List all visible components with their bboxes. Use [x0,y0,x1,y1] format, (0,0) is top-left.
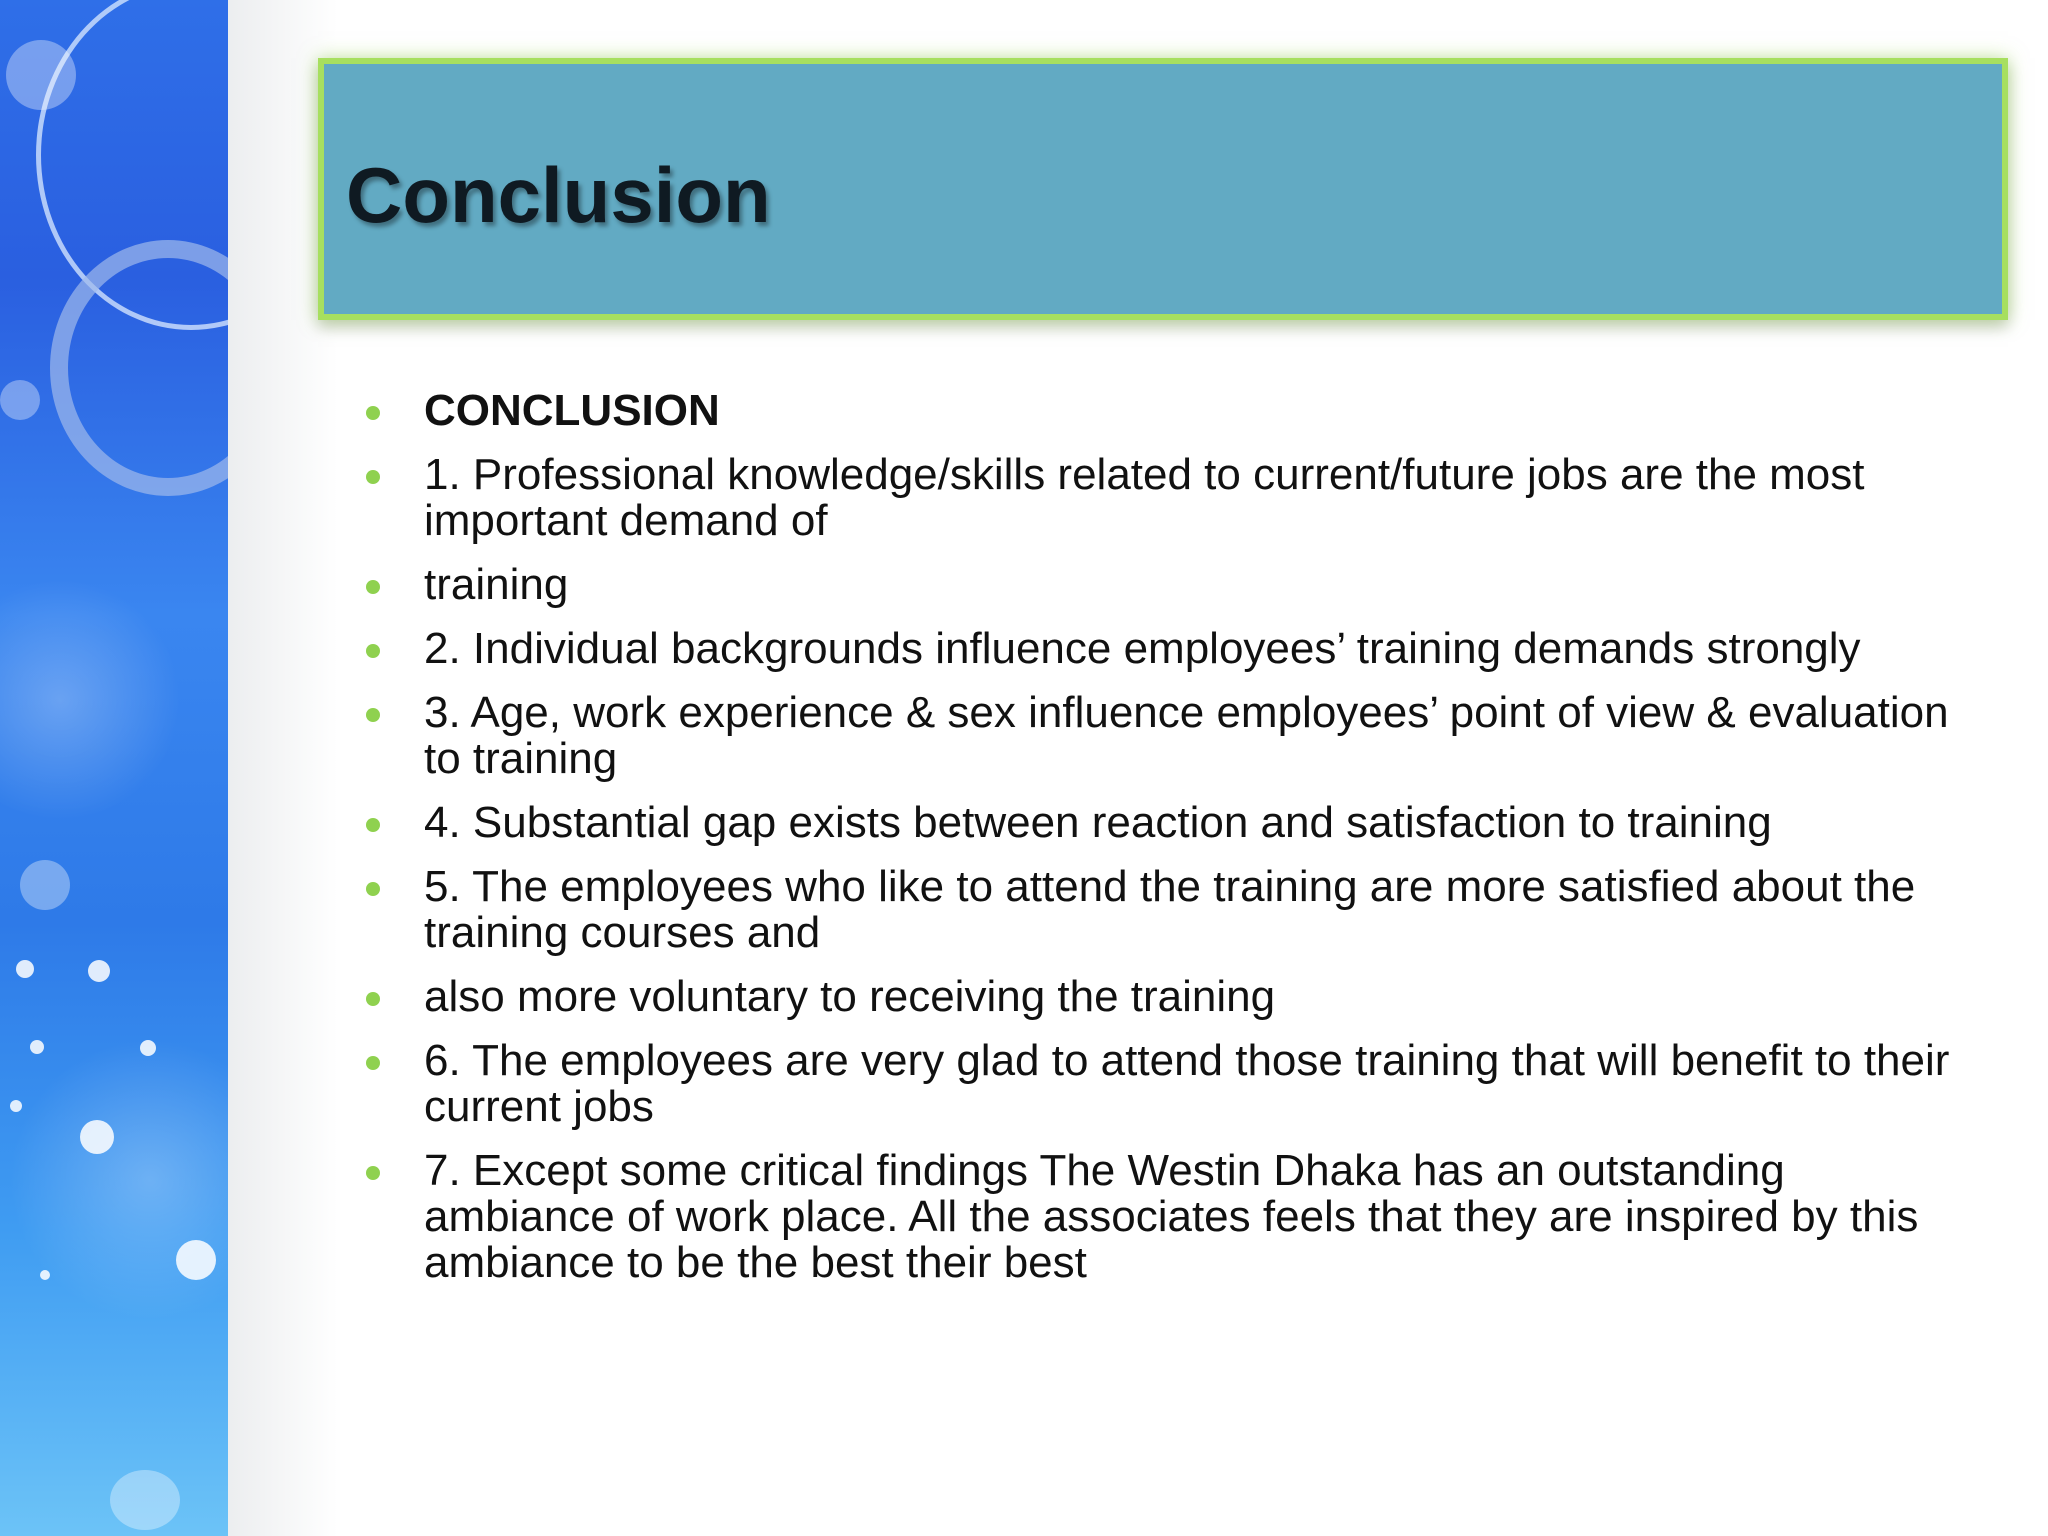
bullet-text: 7. Except some critical findings The Westin Dhaka has an outstanding ambiance of work place. All the associates feels that they are inspired by this ambiance to be the best their best [424,1146,1919,1287]
bullet-dot-icon [366,644,380,658]
decorative-bubble [40,1270,50,1280]
decorative-side-strip [0,0,228,1536]
bullet-dot-icon [366,708,380,722]
decorative-bubble [140,1040,156,1056]
decorative-bubble [20,860,70,910]
decorative-bubble [110,1470,180,1530]
decorative-bubble [88,960,110,982]
bullet-item [360,1038,1960,1130]
bullet-item [360,626,1960,672]
decorative-bubble [80,1120,114,1154]
decorative-bubble [10,1100,22,1112]
decorative-ring-small [50,240,228,496]
bullet-text: also more voluntary to receiving the training [424,972,1276,1021]
decorative-bubble [16,960,34,978]
bullet-item [360,690,1960,782]
bullet-item [360,388,1960,434]
bullet-dot-icon [366,1056,380,1070]
bullet-item [360,800,1960,846]
bullet-text: CONCLUSION [424,386,720,435]
bullet-text: 6. The employees are very glad to attend those training that will benefit to their current jobs [424,1036,1950,1131]
bullet-text: 4. Substantial gap exists between reaction and satisfaction to training [424,798,1772,847]
bullet-dot-icon [366,1166,380,1180]
bullet-text: 2. Individual backgrounds influence employees’ training demands strongly [424,624,1861,673]
bullet-dot-icon [366,406,380,420]
bullet-text: training [424,560,569,609]
bullet-item [360,562,1960,608]
slide-title: Conclusion [346,151,771,239]
decorative-bubble [6,40,76,110]
bullet-item [360,974,1960,1020]
decorative-bubble [176,1240,216,1280]
bullet-list [360,388,1960,1304]
bullet-text: 3. Age, work experience & sex influence employees’ point of view & evaluation to training [424,688,1949,783]
bullet-dot-icon [366,818,380,832]
bullet-dot-icon [366,580,380,594]
bullet-text: 1. Professional knowledge/skills related to current/future jobs are the most important demand of [424,450,1865,545]
title-bar [318,58,2008,320]
bullet-text: 5. The employees who like to attend the training are more satisfied about the training courses and [424,862,1916,957]
bullet-dot-icon [366,882,380,896]
decorative-bubble [30,1040,44,1054]
decorative-bubble [0,380,40,420]
bullet-dot-icon [366,470,380,484]
bullet-item [360,1148,1960,1286]
bullet-item [360,452,1960,544]
bullet-item [360,864,1960,956]
bullet-dot-icon [366,992,380,1006]
